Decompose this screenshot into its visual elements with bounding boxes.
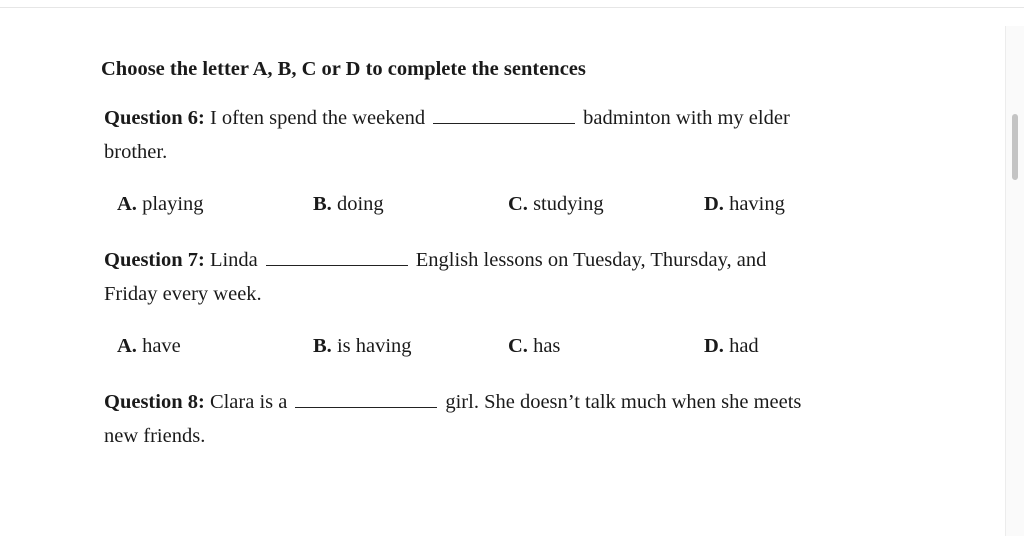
question-6-options <box>117 193 877 223</box>
question-7-options <box>117 335 877 365</box>
vertical-scrollbar[interactable] <box>1005 26 1024 536</box>
question-7-option-c[interactable]: C. has <box>508 335 561 357</box>
question-7 <box>104 243 864 311</box>
question-6-option-b[interactable]: B. doing <box>313 193 384 215</box>
question-6-blank <box>433 103 575 124</box>
question-7-text-before: Linda <box>209 249 258 271</box>
question-8 <box>104 385 864 453</box>
question-7-line-2: Friday every week. <box>104 283 262 305</box>
scrollbar-thumb[interactable] <box>1012 114 1018 180</box>
question-7-option-b[interactable]: B. is having <box>313 335 412 357</box>
question-7-option-a[interactable]: A. have <box>117 335 181 357</box>
question-7-option-d[interactable]: D. had <box>704 335 759 357</box>
question-6-text-after: badminton with my elder <box>583 107 790 129</box>
question-7-label: Question 7: <box>104 249 205 271</box>
question-6-option-a[interactable]: A. playing <box>117 193 204 215</box>
question-6-option-c[interactable]: C. studying <box>508 193 604 215</box>
question-8-line-2: new friends. <box>104 425 206 447</box>
question-7-blank <box>266 245 408 266</box>
question-8-blank <box>295 387 437 408</box>
question-6-line-2: brother. <box>104 141 168 163</box>
question-6-label: Question 6: <box>104 107 205 129</box>
question-8-label: Question 8: <box>104 391 205 413</box>
question-6-line-1 <box>104 101 864 135</box>
question-8-text-before: Clara is a <box>209 391 288 413</box>
question-7-text-after: English lessons on Tuesday, Thursday, and <box>415 249 767 271</box>
question-7-line-1 <box>104 243 864 277</box>
question-6-option-d[interactable]: D. having <box>704 193 785 215</box>
instruction-heading: Choose the letter A, B, C or D to complete the sentences <box>101 58 586 80</box>
question-8-line-1 <box>104 385 864 419</box>
question-6 <box>104 101 864 169</box>
question-8-text-after: girl. She doesn’t talk much when she meets <box>445 391 802 413</box>
question-6-text-before: I often spend the weekend <box>209 107 426 129</box>
